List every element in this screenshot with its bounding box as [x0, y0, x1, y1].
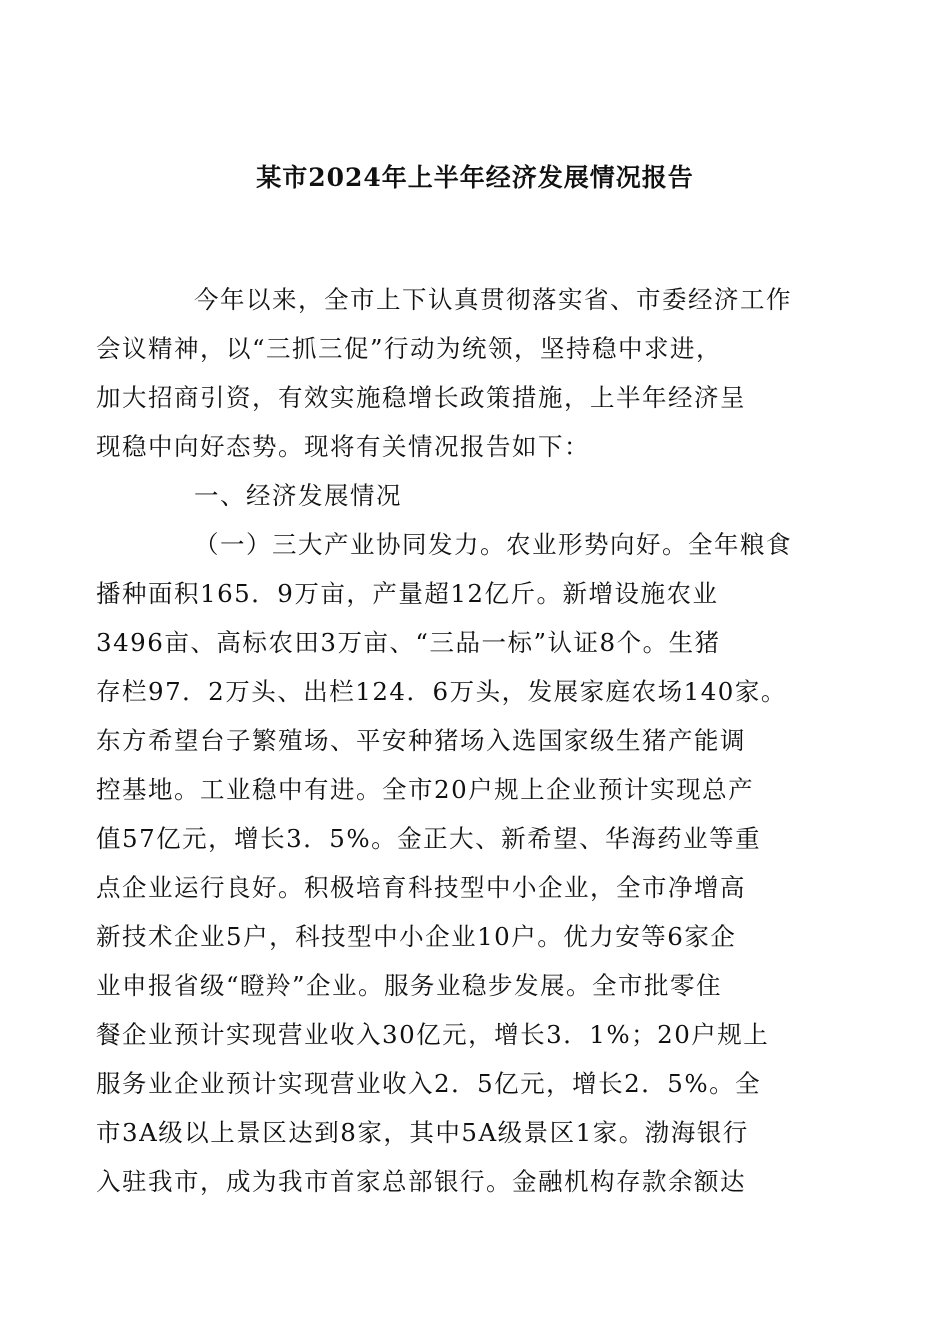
body-line-2: 播种面积165．9万亩，产量超12亿斤。新增设施农业: [96, 579, 719, 608]
body-paragraph: [96, 520, 813, 1206]
body-line-5: 东方希望台子繁殖场、平安种猪场入选国家级生猪产能调: [96, 726, 746, 755]
body-line-8: 点企业运行良好。积极培育科技型中小企业，全市净增高: [96, 873, 746, 902]
body-line-3: 3496亩、高标农田3万亩、“三品一标”认证8个。生猪: [96, 628, 721, 657]
section-heading: [145, 471, 813, 520]
body-line-14: 入驻我市，成为我市首家总部银行。金融机构存款余额达: [96, 1167, 746, 1196]
body-line-13: 市3A级以上景区达到8家，其中5A级景区1家。渤海银行: [96, 1118, 749, 1147]
document-title: 某市2024年上半年经济发展情况报告: [256, 163, 694, 192]
section-heading-text: 一、经济发展情况: [194, 481, 402, 510]
body-line-12: 服务业企业预计实现营业收入2．5亿元，增长2．5%。全: [96, 1069, 762, 1098]
body-line-11: 餐企业预计实现营业收入30亿元，增长3．1%；20户规上: [96, 1020, 770, 1049]
intro-line-1: 今年以来，全市上下认真贯彻落实省、市委经济工作: [194, 285, 792, 314]
intro-line-3: 加大招商引资，有效实施稳增长政策措施，上半年经济呈: [96, 383, 746, 412]
intro-line-4: 现稳中向好态势。现将有关情况报告如下：: [96, 432, 590, 461]
body-line-9: 新技术企业5户，科技型中小企业10户。优力安等6家企: [96, 922, 737, 951]
intro-line-2: 会议精神，以“三抓三促”行动为统领，坚持稳中求进，: [96, 334, 723, 363]
body-line-7: 值57亿元，增长3．5%。金正大、新希望、华海药业等重: [96, 824, 762, 853]
body-line-1: （一）三大产业协同发力。农业形势向好。全年粮食: [194, 530, 792, 559]
intro-paragraph: [96, 275, 813, 471]
body-line-4: 存栏97．2万头、出栏124．6万头，发展家庭农场140家。: [96, 677, 787, 706]
body-line-6: 控基地。工业稳中有进。全市20户规上企业预计实现总产: [96, 775, 755, 804]
body-line-10: 业申报省级“瞪羚”企业。服务业稳步发展。全市批零住: [96, 971, 723, 1000]
document-body: [96, 275, 813, 1206]
